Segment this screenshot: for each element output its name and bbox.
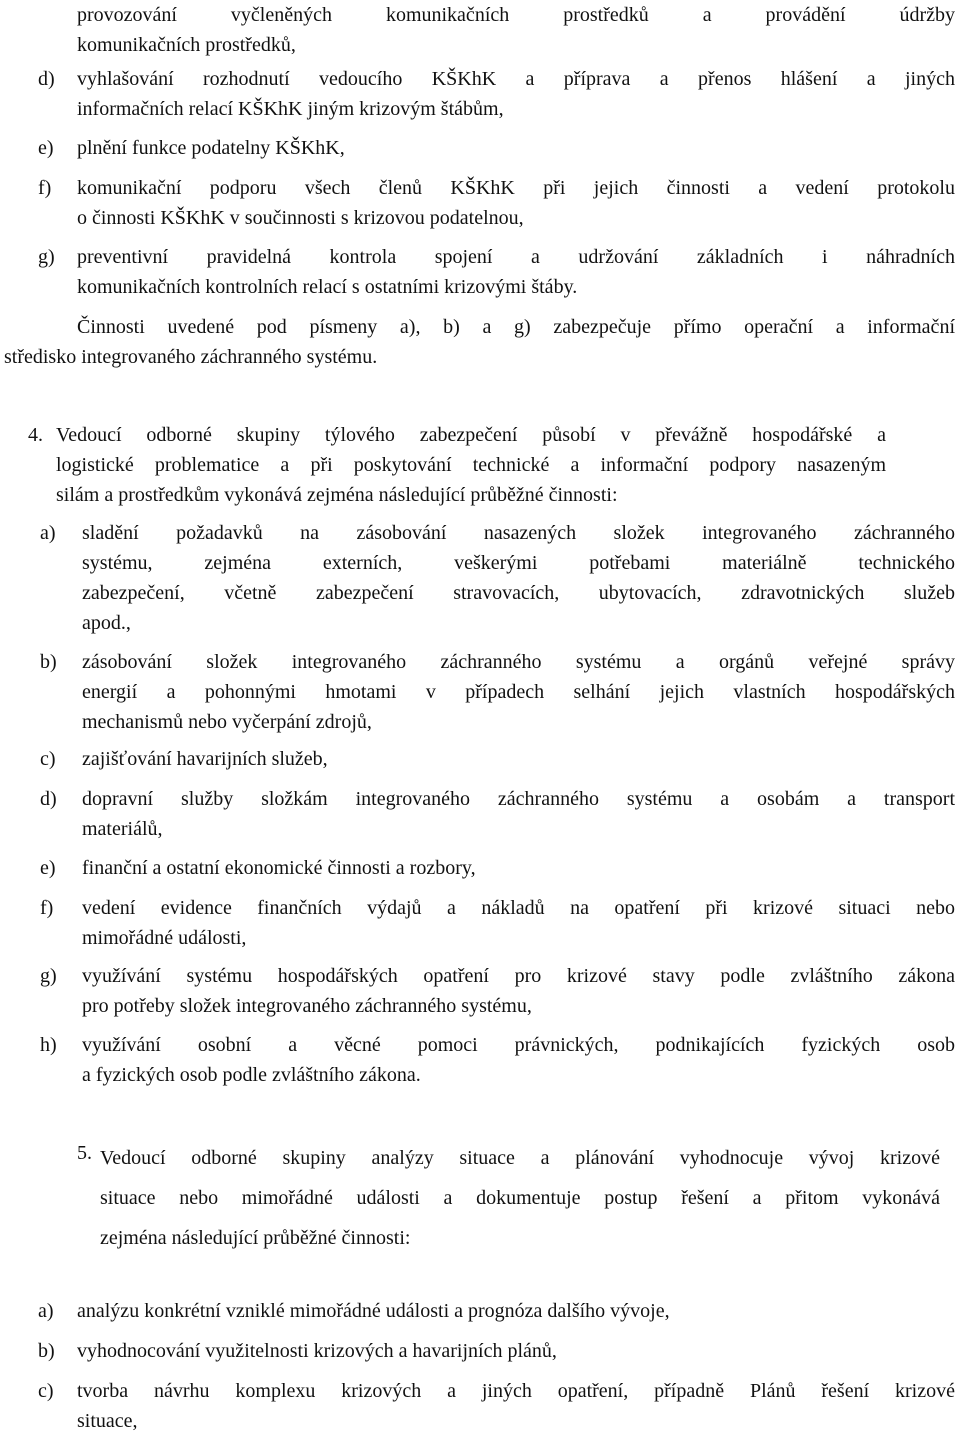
list-item-text: vyhlašování rozhodnutí vedoucího KŠKhK a příprava a přenos hlášení a jiných informačních relací KŠKhK jiným krizovým štábům, <box>77 68 955 120</box>
list-item-text: zásobování složek integrovaného záchranného systému a orgánů veřejné správy energií a pohonnými hmotami v případech selhání jejich vlastních hospodářských mechanismů nebo vyčerpání zdrojů, <box>82 651 955 733</box>
list-item-text: zajišťování havarijních služeb, <box>82 748 328 770</box>
list-marker: d) <box>38 68 55 90</box>
section-4-text: Vedoucí odborné skupiny týlového zabezpečení působí v převážně hospodářské a logistické problematice a při poskytování technické a informační podpory nasazeným silám a prostředkům vykonává zejména následující průběžné činnosti: <box>56 424 886 506</box>
list-item-text: sladění požadavků na zásobování nasazených složek integrovaného záchranného systému, zejména externích, veškerými potřebami materiálně technického zabezpečení, včetně zabezpečení stravovacích, ubytovacích, zdravotnických služeb apod., <box>82 522 955 634</box>
list-marker: a) <box>38 1300 54 1322</box>
list-marker: c) <box>38 1380 54 1402</box>
list-item-text: tvorba návrhu komplexu krizových a jiných opatření, případně Plánů řešení krizové situace, <box>77 1380 955 1432</box>
list-marker: e) <box>38 137 54 159</box>
list-item-text: komunikační podporu všech členů KŠKhK při jejich činnosti a vedení protokolu o činnosti KŠKhK v součinnosti s krizovou podatelnou, <box>77 177 955 229</box>
list-item-text: využívání osobní a věcné pomoci právnických, podnikajících fyzických osob a fyzických osob podle zvláštního zákona. <box>82 1034 955 1086</box>
list-marker: d) <box>40 788 57 810</box>
list-item-text: provozování vyčleněných komunikačních prostředků a provádění údržby komunikačních prostředků, <box>77 4 955 56</box>
list-marker: b) <box>40 651 57 673</box>
list-item-text: plnění funkce podatelny KŠKhK, <box>77 137 345 159</box>
list-marker: f) <box>38 177 52 199</box>
section-number: 4. <box>28 424 43 446</box>
list-item-text: využívání systému hospodářských opatření pro krizové stavy podle zvláštního zákona pro potřeby složek integrovaného záchranného systému, <box>82 965 955 1017</box>
list-marker: g) <box>40 965 57 987</box>
list-marker: c) <box>40 748 56 770</box>
list-marker: b) <box>38 1340 55 1362</box>
list-item-text: vyhodnocování využitelnosti krizových a havarijních plánů, <box>77 1340 557 1362</box>
list-marker: h) <box>40 1034 57 1056</box>
paragraph-responsibilities: Činnosti uvedené pod písmeny a), b) a g) zabezpečuje přímo operační a informační středisko integrovaného záchranného systému. <box>4 316 955 368</box>
section-5-text: Vedoucí odborné skupiny analýzy situace a plánování vyhodnocuje vývoj krizové situace nebo mimořádné události a dokumentuje postup řešení a přitom vykonává zejména následující průběžné činnosti: <box>100 1147 940 1249</box>
list-marker: a) <box>40 522 56 544</box>
list-marker: g) <box>38 246 55 268</box>
section-number: 5. <box>77 1142 92 1164</box>
list-item-text: finanční a ostatní ekonomické činnosti a rozbory, <box>82 857 476 879</box>
list-marker: f) <box>40 897 54 919</box>
list-item-text: vedení evidence finančních výdajů a nákladů na opatření při krizové situaci nebo mimořádné události, <box>82 897 955 949</box>
list-item-text: analýzu konkrétní vzniklé mimořádné události a prognóza dalšího vývoje, <box>77 1300 670 1322</box>
list-item-text: preventivní pravidelná kontrola spojení a udržování základních i náhradních komunikačních kontrolních relací s ostatními krizovými štáby. <box>77 246 955 298</box>
list-item-text: dopravní služby složkám integrovaného záchranného systému a osobám a transport materiálů, <box>82 788 955 840</box>
list-marker: e) <box>40 857 56 879</box>
